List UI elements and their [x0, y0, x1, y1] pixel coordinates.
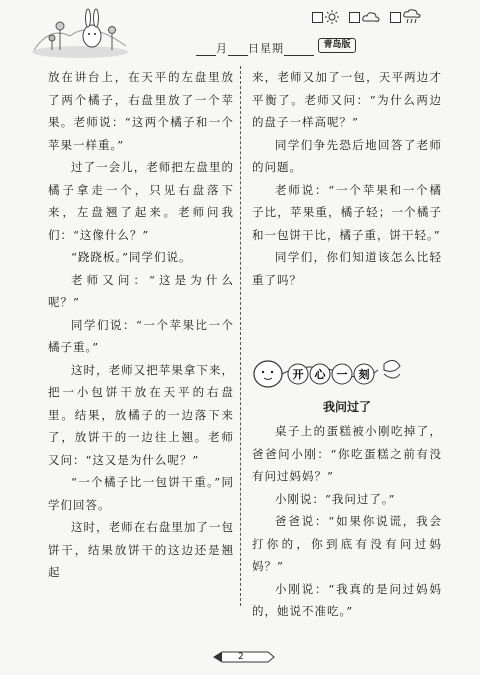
- paragraph: 来，老师又加了一包，天平两边才平衡了。老师又问：“为什么两边的盘子一样高呢？”: [252, 70, 442, 129]
- paragraph: 桌子上的蛋糕被小刚吃掉了，爸爸问小刚：“你吃蛋糕之前有没有问过妈妈？”: [252, 424, 442, 483]
- paragraph: 老师又问：“这是为什么呢？”: [48, 272, 234, 309]
- paragraph: 同学们争先恐后地回答了老师的问题。: [252, 137, 442, 174]
- joke-banner: [248, 352, 408, 392]
- paragraph: 放在讲台上，在天平的左盘里放了两个橘子，右盘里放了一个苹果。老师说：“这两个橘子和一个苹果一样重。”: [48, 70, 234, 152]
- butterfly-icon: [384, 360, 400, 378]
- weather-rain[interactable]: [390, 9, 421, 25]
- paragraph: 爸爸说：“如果你说谎，我会打你的，你到底有没有问过妈妈？”: [252, 514, 442, 573]
- paragraph: 小刚说：“我问过了。”: [275, 491, 396, 506]
- rain-icon: [403, 9, 421, 25]
- cloud-icon: [362, 11, 380, 23]
- weather-selector: [312, 9, 421, 25]
- checkbox[interactable]: [312, 12, 323, 23]
- paragraph: 过了一会儿，老师把左盘里的橘子拿走一个，只见右盘落下来，左盘翘了起来。老师问我们：“这像什么？”: [48, 160, 234, 242]
- pencil-footer-icon: [212, 648, 276, 666]
- egg-face-icon: [254, 361, 282, 387]
- column-divider: [240, 66, 241, 606]
- checkbox[interactable]: [349, 12, 360, 23]
- banner-char: 一: [336, 368, 348, 381]
- weather-sun[interactable]: [312, 10, 339, 24]
- paragraph: 小刚说：“我真的是问过妈妈的，她说不准吃。”: [252, 581, 442, 618]
- rabbit-illustration: [30, 6, 130, 58]
- checkbox[interactable]: [390, 12, 401, 23]
- banner-char: 刻: [358, 368, 370, 381]
- date-line: 月 日星期: [196, 40, 314, 56]
- banner-char: 开: [292, 368, 304, 381]
- page-number: 2: [238, 652, 244, 662]
- right-column: [252, 66, 442, 291]
- paragraph: 同学们说：“一个苹果比一个橘子重。”: [48, 317, 234, 354]
- sun-icon: [325, 10, 339, 24]
- weather-cloud[interactable]: [349, 11, 380, 23]
- joke-body: [252, 420, 442, 623]
- left-column: [48, 66, 234, 584]
- paragraph: 这时，老师又把苹果拿下来，把一小包饼干放在天平的右盘里。结果，放橘子的一边落下来了，放饼干的一边往上翘。老师又问：“这又是为什么呢？”: [48, 362, 234, 467]
- edition-badge: 青岛版: [318, 38, 356, 53]
- paragraph: 同学们，你们知道该怎么比轻重了吗？: [252, 250, 442, 287]
- paragraph: “跷跷板。”同学们说。: [71, 250, 192, 264]
- paragraph: 这时，老师在右盘里加了一包饼干，结果放饼干的这边还是翘起: [48, 520, 234, 579]
- joke-title: 我问过了: [322, 400, 371, 414]
- paragraph: 老师说：“一个苹果和一个橘子比，苹果重，橘子轻；一个橘子和一包饼干比，橘子重，饼干轻。”: [252, 182, 442, 242]
- paragraph: “一个橘子比一包饼干重。”同学们回答。: [48, 475, 234, 512]
- banner-char: 心: [314, 368, 326, 381]
